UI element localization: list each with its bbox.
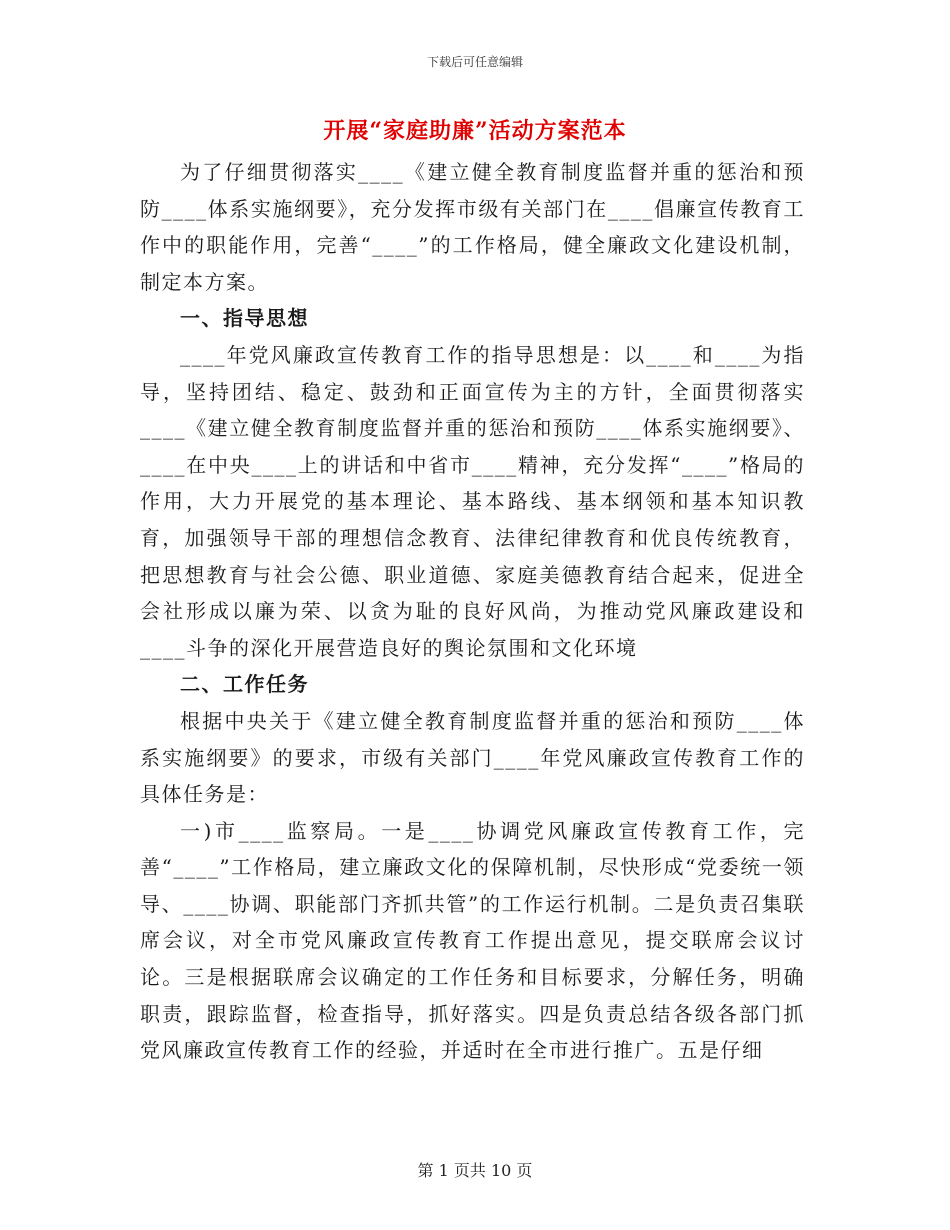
page-number: 第 1 页共 10 页 xyxy=(417,1161,533,1180)
supervision-bureau-paragraph: 一)市____监察局。一是____协调党风廉政宣传教育工作，完善“____”工作格局，建立廉政文化的保障机制，尽快形成“党委统一领导、____协调、职能部门齐抓共管”的工作运行机制。二是负责召集联席会议，对全市党风廉政宣传教育工作提出意见，提交联席会议讨论。三是根据联席会议确定的工作任务和目标要求，分解任务，明确职责，跟踪监督，检查指导，抓好落实。四是负责总结各级各部门抓党风廉政宣传教育工作的经验，并适时在全市进行推广。五是仔细 xyxy=(140,818,805,1063)
intro-paragraph: 为了仔细贯彻落实____《建立健全教育制度监督并重的惩治和预防____体系实施纲要》，充分发挥市级有关部门在____倡廉宣传教育工作中的职能作用，完善“____”的工作格局，健全廉政文化建设机制，制定本方案。 xyxy=(140,160,805,294)
section-heading-guiding-ideology: 一、指导思想 xyxy=(180,306,309,331)
work-tasks-paragraph: 根据中央关于《建立健全教育制度监督并重的惩治和预防____体系实施纲要》的要求，市级有关部门____年党风廉政宣传教育工作的具体任务是： xyxy=(140,708,805,807)
section-heading-work-tasks: 二、工作任务 xyxy=(180,672,309,697)
guiding-ideology-paragraph: ____年党风廉政宣传教育工作的指导思想是：以____和____为指导，坚持团结、稳定、鼓劲和正面宣传为主的方针，全面贯彻落实____《建立健全教育制度监督并重的惩治和预防____体系实施纲要》、____在中央____上的讲话和中省市____精神，充分发挥“____”格局的作用，大力开展党的基本理论、基本路线、基本纲领和基本知识教育，加强领导干部的理想信念教育、法律纪律教育和优良传统教育，把思想教育与社会公德、职业道德、家庭美德教育结合起来，促进全会社形成以廉为荣、以贪为耻的良好风尚，为推动党风廉政建设和____斗争的深化开展营造良好的舆论氛围和文化环境 xyxy=(140,342,805,660)
document-body xyxy=(140,154,805,1069)
document-title: 开展“家庭助廉”活动方案范本 xyxy=(323,118,627,144)
page-header-note: 下载后可任意编辑 xyxy=(426,55,523,69)
